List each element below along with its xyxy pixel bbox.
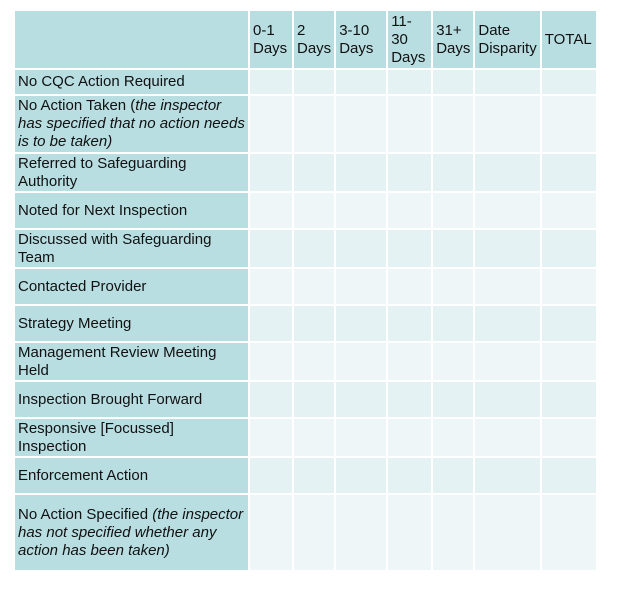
table-cell xyxy=(475,382,539,417)
table-cell xyxy=(542,230,596,267)
table-cell xyxy=(250,70,292,94)
table-cell xyxy=(336,343,386,380)
table-cell xyxy=(336,495,386,570)
row-label-text: Enforcement Action xyxy=(18,466,149,484)
table-cell xyxy=(294,70,334,94)
table-cell xyxy=(475,269,539,304)
table-cell xyxy=(542,193,596,228)
col-header-total: TOTAL xyxy=(542,11,596,68)
table-cell xyxy=(542,306,596,341)
table-cell xyxy=(433,96,473,152)
table-cell xyxy=(388,230,431,267)
row-label-text: Noted for Next Inspection xyxy=(18,201,188,219)
row-label-note: the inspector has specified that no action needs is to be taken) xyxy=(18,97,245,150)
table-cell xyxy=(475,230,539,267)
table-cell xyxy=(336,306,386,341)
table-cell xyxy=(294,154,334,191)
table-cell xyxy=(475,458,539,493)
table-cell xyxy=(433,382,473,417)
row-label-text: Discussed with Safeguarding Team xyxy=(18,230,212,266)
col-header-date-disparity: Date Disparity xyxy=(475,11,539,68)
table-cell xyxy=(250,458,292,493)
table-cell xyxy=(542,269,596,304)
table-cell xyxy=(294,419,334,456)
table-container xyxy=(13,9,598,572)
row-label-text: Responsive [Focussed] Inspection xyxy=(18,419,174,455)
table-cell xyxy=(475,193,539,228)
table-cell xyxy=(542,458,596,493)
table-cell xyxy=(475,343,539,380)
table-row xyxy=(15,306,596,341)
table-cell xyxy=(433,154,473,191)
table-row xyxy=(15,419,596,456)
table-cell xyxy=(250,230,292,267)
row-label-note: (the inspector has not specified whether any action has been taken) xyxy=(18,505,244,559)
table-cell xyxy=(388,96,431,152)
table-row xyxy=(15,382,596,417)
row-label xyxy=(15,70,248,94)
table-cell xyxy=(250,96,292,152)
col-header-2-days: 2 Days xyxy=(294,11,334,68)
table-cell xyxy=(542,343,596,380)
action-days-table xyxy=(13,9,598,572)
table-cell xyxy=(336,458,386,493)
table-cell xyxy=(250,269,292,304)
table-cell xyxy=(542,96,596,152)
row-label-text: Contacted Provider xyxy=(18,277,147,295)
table-cell xyxy=(336,382,386,417)
table-row xyxy=(15,343,596,380)
row-label-text: Management Review Meeting Held xyxy=(18,343,217,379)
table-cell xyxy=(433,419,473,456)
table-row xyxy=(15,458,596,493)
table-cell xyxy=(388,343,431,380)
row-label xyxy=(15,306,248,341)
table-cell xyxy=(433,230,473,267)
table-row xyxy=(15,269,596,304)
table-cell xyxy=(475,154,539,191)
row-label xyxy=(15,269,248,304)
row-label xyxy=(15,230,248,267)
table-cell xyxy=(250,419,292,456)
table-body xyxy=(15,70,596,570)
row-label xyxy=(15,343,248,380)
row-label xyxy=(15,458,248,493)
table-cell xyxy=(336,193,386,228)
row-label-text: No Action Specified xyxy=(18,505,153,523)
table-cell xyxy=(294,96,334,152)
row-label-text: No CQC Action Required xyxy=(18,73,185,90)
table-cell xyxy=(388,70,431,94)
table-cell xyxy=(433,495,473,570)
table-cell xyxy=(250,343,292,380)
table-row xyxy=(15,70,596,94)
table-cell xyxy=(336,70,386,94)
table-cell xyxy=(542,70,596,94)
table-cell xyxy=(294,230,334,267)
table-cell xyxy=(475,495,539,570)
table-cell xyxy=(388,495,431,570)
table-cell xyxy=(433,343,473,380)
row-label-text: No Action Taken ( xyxy=(18,97,136,114)
table-cell xyxy=(433,458,473,493)
table-cell xyxy=(294,193,334,228)
table-cell xyxy=(433,269,473,304)
col-header-0-1-days: 0-1 Days xyxy=(250,11,292,68)
table-cell xyxy=(294,343,334,380)
table-cell xyxy=(336,154,386,191)
table-cell xyxy=(250,193,292,228)
table-cell xyxy=(294,382,334,417)
row-label-text: Strategy Meeting xyxy=(18,314,132,332)
table-cell xyxy=(475,70,539,94)
table-row xyxy=(15,193,596,228)
table-cell xyxy=(542,495,596,570)
table-cell xyxy=(475,96,539,152)
table-cell xyxy=(388,193,431,228)
table-cell xyxy=(294,306,334,341)
table-cell xyxy=(294,269,334,304)
table-row xyxy=(15,230,596,267)
col-header-11-30-days: 11- 30 Days xyxy=(388,11,431,68)
table-cell xyxy=(388,458,431,493)
row-label xyxy=(15,96,248,152)
row-label-text: Inspection Brought Forward xyxy=(18,390,203,408)
table-row xyxy=(15,154,596,191)
table-cell xyxy=(542,419,596,456)
table-cell xyxy=(388,306,431,341)
table-cell xyxy=(250,154,292,191)
row-label xyxy=(15,193,248,228)
table-cell xyxy=(336,269,386,304)
col-header-3-10-days: 3-10 Days xyxy=(336,11,386,68)
table-cell xyxy=(542,382,596,417)
table-cell xyxy=(542,154,596,191)
col-header-31-plus-days: 31+ Days xyxy=(433,11,473,68)
table-cell xyxy=(433,193,473,228)
table-cell xyxy=(294,458,334,493)
table-cell xyxy=(388,269,431,304)
table-cell xyxy=(250,382,292,417)
table-cell xyxy=(336,96,386,152)
table-cell xyxy=(388,382,431,417)
table-cell xyxy=(475,419,539,456)
table-cell xyxy=(433,70,473,94)
table-row xyxy=(15,495,596,570)
table-cell xyxy=(250,306,292,341)
table-cell xyxy=(388,419,431,456)
table-row xyxy=(15,96,596,152)
row-label xyxy=(15,495,248,570)
table-cell xyxy=(336,419,386,456)
header-corner xyxy=(15,11,248,68)
table-cell xyxy=(388,154,431,191)
row-label-text: Referred to Safeguarding Authority xyxy=(18,154,187,190)
table-cell xyxy=(294,495,334,570)
row-label xyxy=(15,154,248,191)
row-label xyxy=(15,382,248,417)
table-cell xyxy=(250,495,292,570)
table-cell xyxy=(475,306,539,341)
header-row xyxy=(15,11,596,68)
table-cell xyxy=(336,230,386,267)
row-label xyxy=(15,419,248,456)
table-cell xyxy=(433,306,473,341)
